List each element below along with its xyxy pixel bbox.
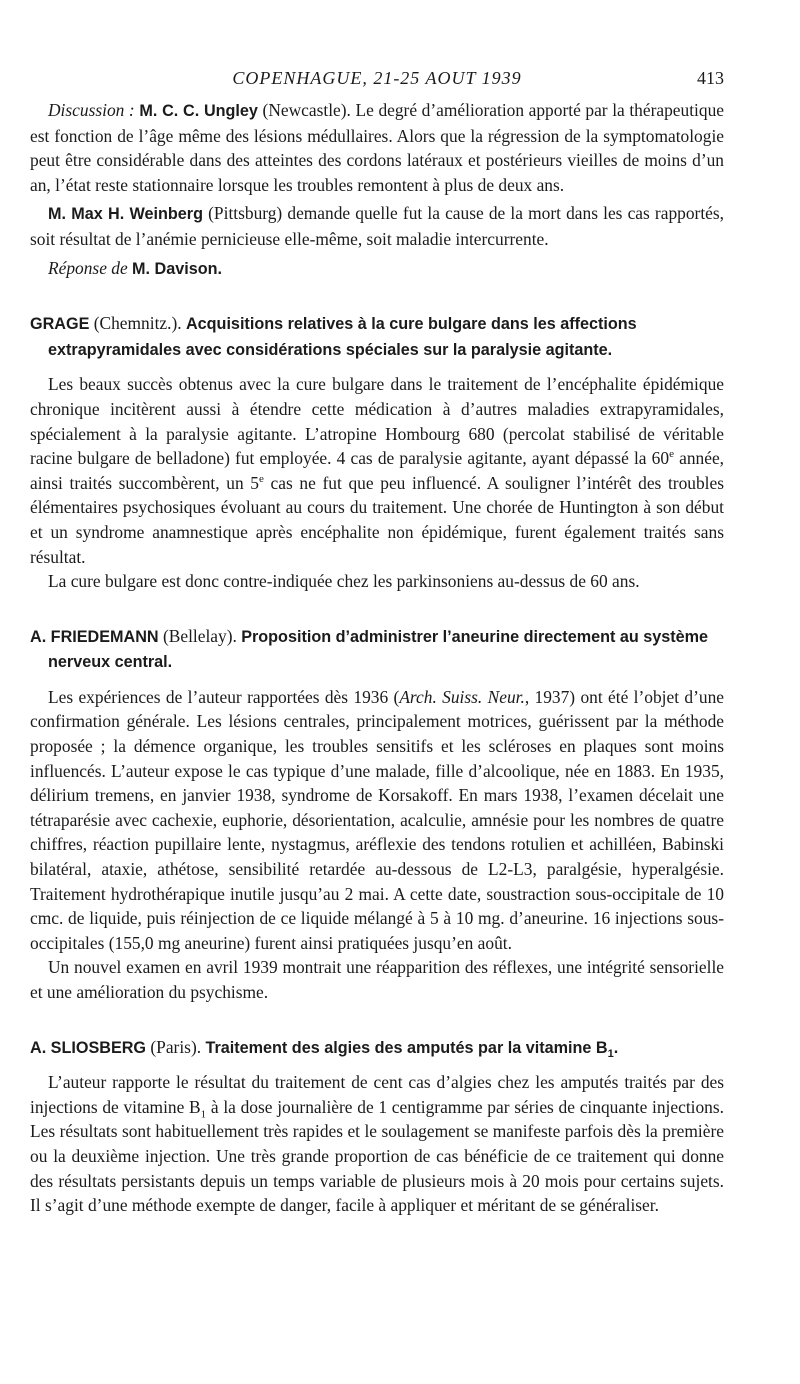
article-place: (Paris). (146, 1036, 206, 1057)
article-title-block (30, 1035, 724, 1061)
discussion-paragraph (30, 98, 724, 197)
discussion-text: (Newcastle). Le degré d’amélioration apporté par la thérapeutique est fonction de l’âge même des lésions médullaires. Alors que la régression de la symptomatologie peut être considérable dans des atteintes des cordons latéraux et postérieurs vieilles de moins d’un an, l’état reste stationnaire lorsque les troubles remontent à plus de deux ans. (30, 100, 724, 195)
article-text: année, ainsi traités succombèrent, un 5 (30, 448, 725, 493)
discussion-paragraph (30, 256, 724, 282)
subscript: 1 (200, 1108, 207, 1121)
article-title-text: Traitement des algies des amputés par la vitamine B (205, 1038, 608, 1057)
article-paragraph (30, 685, 724, 956)
article-paragraph: Un nouvel examen en avril 1939 montrait une réapparition des réflexes, une intégrité sensorielle et une amélioration du psychisme. (30, 957, 724, 1002)
article-text: cas ne fut que peu influencé. A souligner l’intérêt des troubles élémentaires psychosiques évoluant au cours du traitement. Une chorée de Huntington à son début et un syndrome anamnestique après encéphalite non épidémique, furent également traités sans résultat. (30, 472, 724, 567)
superscript: e (259, 472, 264, 485)
article-place: (Bellelay). (158, 625, 242, 646)
article-title-end: . (613, 1038, 619, 1057)
discussion-text: (Pittsburg) demande quelle fut la cause de la mort dans les cas rapportés, soit résultat de l’anémie pernicieuse elle-même, soit maladie intercurrente. (30, 203, 724, 249)
page-content (30, 98, 724, 1218)
speaker-name: M. Max H. Weinberg (48, 205, 203, 224)
discussion-label: Discussion : (48, 100, 135, 120)
article-title: Acquisitions relatives à la cure bulgare dans les affections extrapyramidales avec considérations spéciales sur la paralysie agitante. (48, 315, 637, 359)
article-author: GRAGE (30, 315, 90, 334)
article-place: (Chemnitz.). (89, 313, 186, 334)
running-title: COPENHAGUE, 21-25 AOUT 1939 (232, 68, 522, 88)
page-header (30, 66, 724, 92)
article-title: Proposition d’administrer l’aneurine directement au système nerveux central. (48, 627, 709, 672)
article-title-block (30, 624, 724, 675)
article-paragraph: La cure bulgare est donc contre-indiquée chez les parkinsoniens au-dessus de 60 ans. (48, 571, 640, 592)
article-title (205, 1038, 619, 1060)
reply-label: Réponse de (48, 257, 133, 278)
article-text: Les beaux succès obtenus avec la cure bulgare dans le traitement de l’encéphalite épidémique chronique incitèrent aussi à étendre cette médication à d’autres maladies extrapyramidales, spécialement à la paralysie agitante. L’atropine Hombourg 680 (percolat stabilisé de véritable racine bulgare de belladone) fut employée. 4 cas de paralysie agitante, ayant dépassé la 60 (30, 374, 724, 469)
article-paragraph (30, 372, 724, 569)
article-text: Les expériences de l’auteur rapportées dès 1936 ( (48, 686, 400, 707)
article-author: A. FRIEDEMANN (30, 627, 159, 646)
article-text: , 1937) ont été l’objet d’une confirmation générale. Les lésions centrales, principalement motrices, guérissent par la méthode proposée ; la démence organique, les troubles sensitifs et les scléroses en plaques sont moins influencés. L’auteur expose le cas typique d’une malade, fille d’alcoolique, née en 1883. En 1935, délirium tremens, en janvier 1938, syndrome de Korsakoff. En mars 1938, l’examen décelait une tétraparésie avec cachexie, euphorie, désorientation, acalculie, amnésie pour les nombres de quatre chiffres, réaction pupillaire lente, nystagmus, aréflexie des tendons rotulien et achilléen, Babinski bilatéral, ataxie, athétose, sensibilité retardée au-dessous de L2-L3, paralgésie, hyperalgésie. Traitement hydrothérapique inutile jusqu’au 2 mai. A cette date, soustraction sous-occipitale de 10 cmc. de liquide, puis réinjection de ce liquide mélangé à 5 à 10 mg. d’aneurine. 16 injections sous-occipitales (155,0 mg aneurine) furent ainsi pratiquées jusqu’en août. (30, 686, 724, 953)
article-text: à la dose journalière de 1 centigramme par séries de cinquante injections. Les résultats sont habituellement très rapides et le soulagement se manifeste parfois dès la première ou la deuxième injection. Une très grande proportion de cas bénéficie de ce traitement qui donne des résultats persistants depuis un temps variable de plusieurs mois à 20 mois pour certains sujets. Il s’agit d’une méthode exempte de danger, facile à appliquer et méritant de se généraliser. (30, 1096, 724, 1216)
article-author: A. SLIOSBERG (30, 1038, 147, 1057)
citation: Arch. Suiss. Neur. (399, 686, 525, 707)
article-text: L’auteur rapporte le résultat du traitement de cent cas d’algies chez les amputés traités par des injections de vitamine B (30, 1072, 724, 1117)
superscript: e (669, 448, 674, 461)
page-number: 413 (697, 68, 724, 88)
article-title-block (30, 311, 724, 362)
speaker-name: M. Davison. (132, 259, 222, 278)
subscript: 1 (607, 1047, 614, 1060)
article-paragraph (30, 1070, 724, 1218)
discussion-paragraph (30, 201, 724, 251)
speaker-name: M. C. C. Ungley (139, 102, 258, 120)
